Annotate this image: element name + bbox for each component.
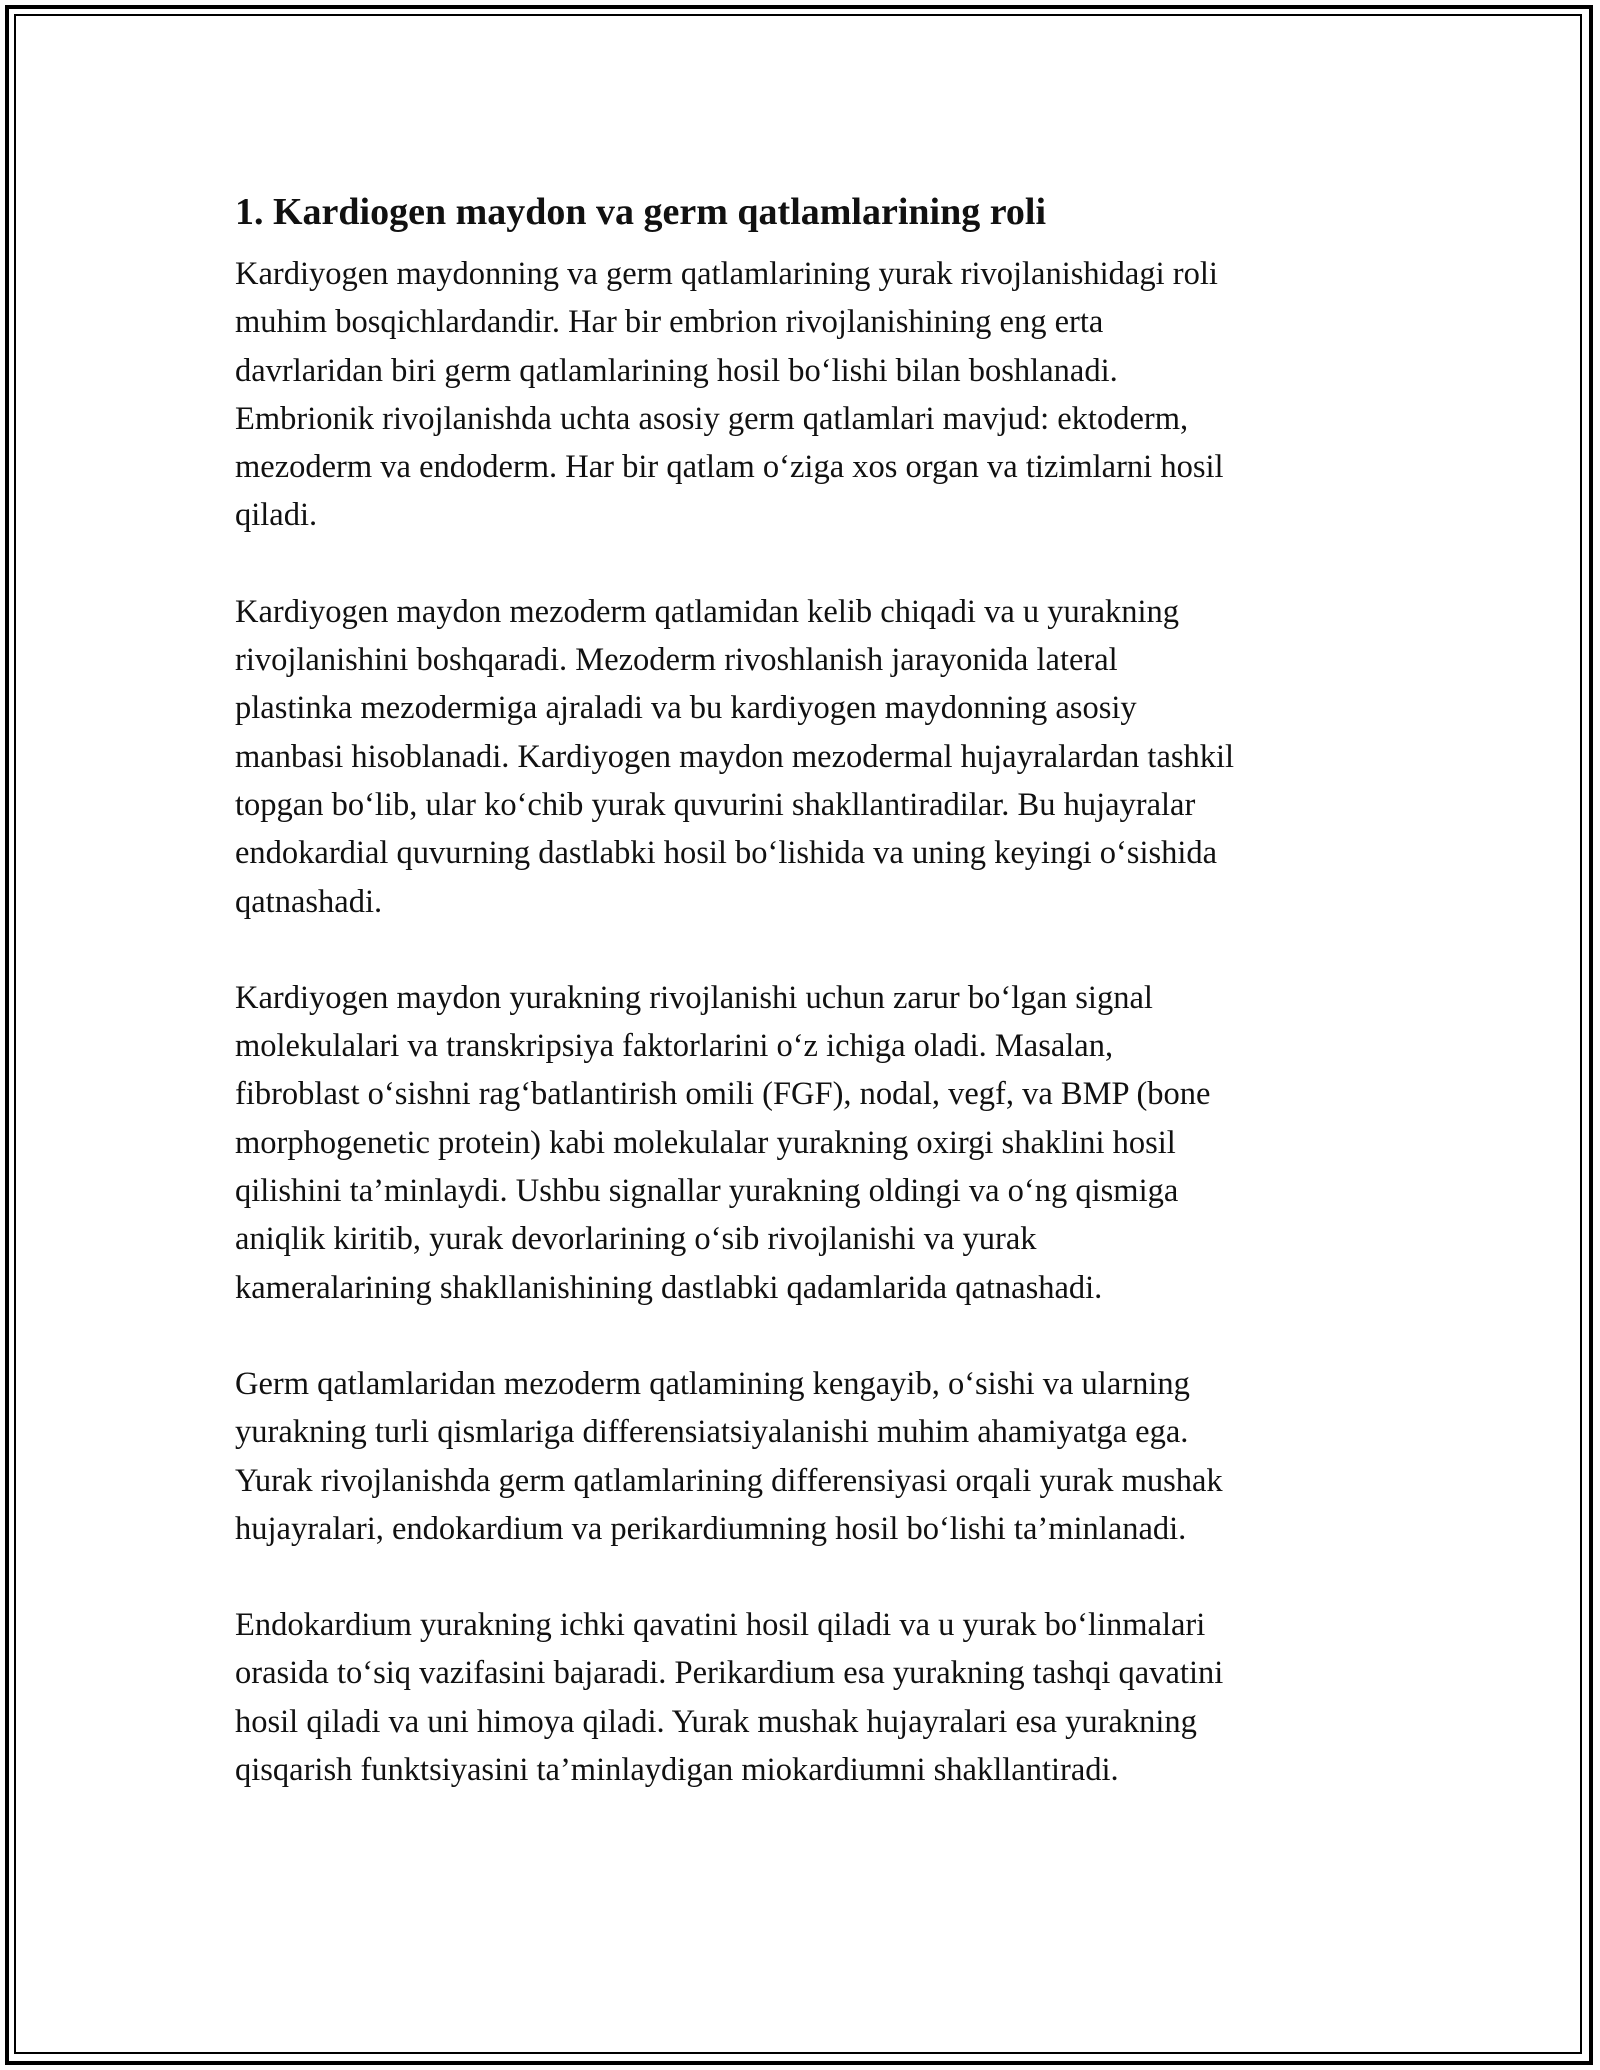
- text-line: molekulalari va transkripsiya faktorlarini o‘z ichiga oladi. Masalan,: [235, 1028, 1114, 1065]
- section-heading: 1. Kardiogen maydon va germ qatlamlarining roli: [235, 191, 1047, 233]
- text-line: Kardiyogen maydon yurakning rivojlanishi uchun zarur bo‘lgan signal: [235, 979, 1153, 1016]
- document-body: [235, 186, 1375, 1842]
- text-line: endokardial quvurning dastlabki hosil bo‘lishida va uning keyingi o‘sishida: [235, 835, 1218, 872]
- text-line: Embrionik rivojlanishda uchta asosiy germ qatlamlari mavjud: ektoderm,: [235, 400, 1189, 437]
- paragraph-4: [235, 1360, 1375, 1553]
- text-line: Germ qatlamlaridan mezoderm qatlamining kengayib, o‘sishi va ularning: [235, 1365, 1190, 1402]
- paragraph-3: [235, 974, 1375, 1312]
- paragraph-2: [235, 588, 1375, 926]
- text-line: qilishini ta’minlaydi. Ushbu signallar yurakning oldingi va o‘ng qismiga: [235, 1173, 1179, 1210]
- paragraph-1: [235, 250, 1375, 540]
- text-line: morphogenetic protein) kabi molekulalar yurakning oxirgi shaklini hosil: [235, 1124, 1176, 1161]
- text-line: rivojlanishini boshqaradi. Mezoderm rivoshlanish jarayonida lateral: [235, 642, 1118, 679]
- paragraph-5: [235, 1601, 1375, 1794]
- text-line: mezoderm va endoderm. Har bir qatlam o‘ziga xos organ va tizimlarni hosil: [235, 449, 1224, 486]
- text-line: fibroblast o‘sishni rag‘batlantirish omili (FGF), nodal, vegf, va BMP (bone: [235, 1076, 1211, 1113]
- text-line: aniqlik kiritib, yurak devorlarining o‘sib rivojlanishi va yurak: [235, 1221, 1037, 1258]
- text-line: yurakning turli qismlariga differensiatsiyalanishi muhim ahamiyatga ega.: [235, 1414, 1189, 1451]
- text-line: Kardiyogen maydonning va germ qatlamlarining yurak rivojlanishidagi roli: [235, 256, 1218, 292]
- text-line: orasida to‘siq vazifasini bajaradi. Perikardium esa yurakning tashqi qavatini: [235, 1655, 1224, 1692]
- text-line: Endokardium yurakning ichki qavatini hosil qiladi va u yurak bo‘linmalari: [235, 1607, 1206, 1644]
- text-line: qisqarish funktsiyasini ta’minlaydigan miokardiumni shakllantiradi.: [235, 1752, 1119, 1789]
- text-line: davrlaridan biri germ qatlamlarining hosil bo‘lishi bilan boshlanadi.: [235, 352, 1118, 389]
- text-line: hosil qiladi va uni himoya qiladi. Yurak mushak hujayralari esa yurakning: [235, 1703, 1197, 1740]
- text-line: Kardiyogen maydon mezoderm qatlamidan kelib chiqadi va u yurakning: [235, 593, 1180, 630]
- text-line: plastinka mezodermiga ajraladi va bu kardiyogen maydonning asosiy: [235, 690, 1137, 727]
- text-line: qatnashadi.: [235, 883, 383, 920]
- text-line: qiladi.: [235, 497, 318, 534]
- text-line: topgan bo‘lib, ular ko‘chib yurak quvurini shakllantiradilar. Bu hujayralar: [235, 786, 1196, 823]
- text-line: Yurak rivojlanishda germ qatlamlarining differensiyasi orqali yurak mushak: [235, 1462, 1223, 1499]
- text-line: muhim bosqichlardandir. Har bir embrion rivojlanishining eng erta: [235, 304, 1104, 341]
- text-line: manbasi hisoblanadi. Kardiyogen maydon mezodermal hujayralardan tashkil: [235, 738, 1235, 775]
- text-line: kameralarining shakllanishining dastlabki qadamlarida qatnashadi.: [235, 1269, 1103, 1306]
- text-line: hujayralari, endokardium va perikardiumning hosil bo‘lishi ta’minlanadi.: [235, 1510, 1187, 1547]
